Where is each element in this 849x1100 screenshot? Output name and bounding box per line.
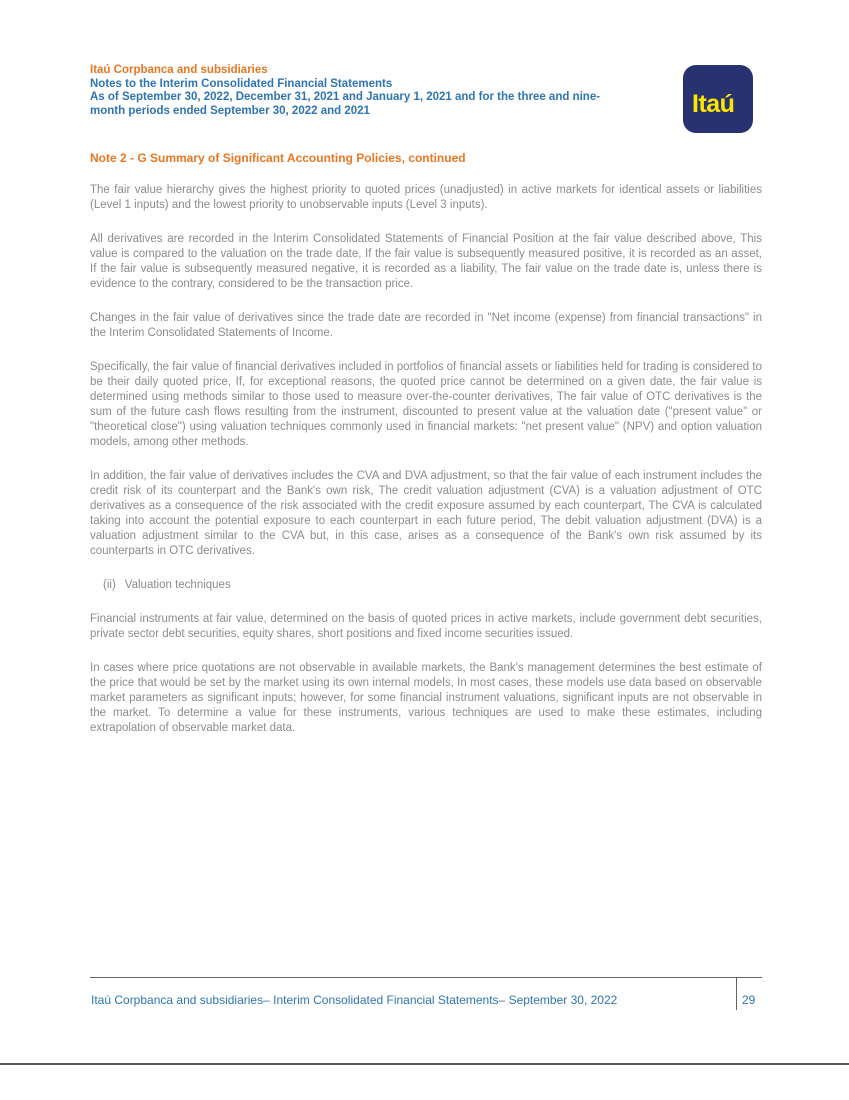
note-title: Note 2 - G Summary of Significant Accounting Policies, continued (90, 151, 466, 165)
page-header (90, 64, 675, 118)
body-text (90, 183, 762, 755)
header-period-line-1: As of September 30, 2022, December 31, 2021 and January 1, 2021 and for the three and nine- (90, 91, 601, 103)
footer-page-number: 29 (742, 993, 756, 1007)
header-document-title: Notes to the Interim Consolidated Financial Statements (90, 77, 393, 90)
footer-page-number-divider (736, 977, 737, 1010)
itau-logo (683, 65, 753, 133)
header-period-line-2: month periods ended September 30, 2022 and 2021 (90, 104, 370, 117)
footer-rule (90, 977, 762, 978)
paragraph-cva-dva: In addition, the fair value of derivatives includes the CVA and DVA adjustment, so that the fair value of each instrument includes the credit risk of its counterpart and the Bank's own risk, The credit valuation adjustment (CVA) is a valuation adjustment of OTC derivatives as a consequence of the risk associated with the credit exposure assumed by each counterpart, The CVA is calculated taking into account the potential exposure to each counterpart in each future period, The debit valuation adjustment (DVA) is a valuation adjustment similar to the CVA but, in this case, arises as a consequence of the Bank's own risk assumed by its counterparts in OTC derivatives. (90, 470, 762, 557)
footer-text: Itaú Corpbanca and subsidiaries– Interim Consolidated Financial Statements– September 30, 2022 (91, 993, 618, 1007)
paragraph-derivatives-recorded: All derivatives are recorded in the Interim Consolidated Statements of Financial Position at the fair value described above, This value is compared to the valuation on the trade date, If the fair value is subsequently measured positive, it is recorded as an asset, If the fair value is subsequently measured negative, it is recorded as a liability, The fair value on the trade date is, unless there is evidence to the contrary, considered to be the transaction price. (90, 233, 762, 290)
header-company-name: Itaú Corpbanca and subsidiaries (90, 64, 268, 76)
paragraph-fair-value-hierarchy: The fair value hierarchy gives the highest priority to quoted prices (unadjusted) in active markets for identical assets or liabilities (Level 1 inputs) and the lowest priority to unobservable inputs (Level 3 inputs). (90, 184, 762, 211)
paragraph-daily-quoted-price: Specifically, the fair value of financial derivatives included in portfolios of financial assets or liabilities held for trading is considered to be their daily quoted price, If, for exceptional reasons, the quoted price cannot be determined on a given date, the fair value is determined using methods similar to those used to measure over-the-counter derivatives, The fair value of OTC derivatives is the sum of the future cash flows resulting from the instrument, discounted to present value at the valuation date ("present value" or "theoretical close") using valuation techniques commonly used in financial markets: "net present value" (NPV) and option valuation models, among other methods. (90, 361, 762, 448)
paragraph-financial-instruments: Financial instruments at fair value, determined on the basis of quoted prices in active markets, include government debt securities, private sector debt securities, equity shares, short positions and fixed income securities issued. (90, 613, 762, 640)
subheading-marker: (ii) (103, 579, 116, 591)
subheading-label: Valuation techniques (124, 579, 231, 591)
paragraph-price-quotations: In cases where price quotations are not observable in available markets, the Bank's management determines the best estimate of the price that would be set by the market using its own internal models, In most cases, these models use data based on observable market parameters as significant inputs; however, for some financial instrument valuations, significant inputs are not observable in the market. To determine a value for these instruments, various techniques are used to make these estimates, including extrapolation of observable market data. (90, 662, 762, 734)
itau-logo-text: Itaú (692, 89, 735, 118)
subheading-valuation-techniques (90, 578, 762, 593)
page-bottom-border (0, 1063, 849, 1065)
paragraph-changes-fair-value: Changes in the fair value of derivatives since the trade date are recorded in "Net income (expense) from financial transactions" in the Interim Consolidated Statements of Income. (90, 312, 762, 339)
